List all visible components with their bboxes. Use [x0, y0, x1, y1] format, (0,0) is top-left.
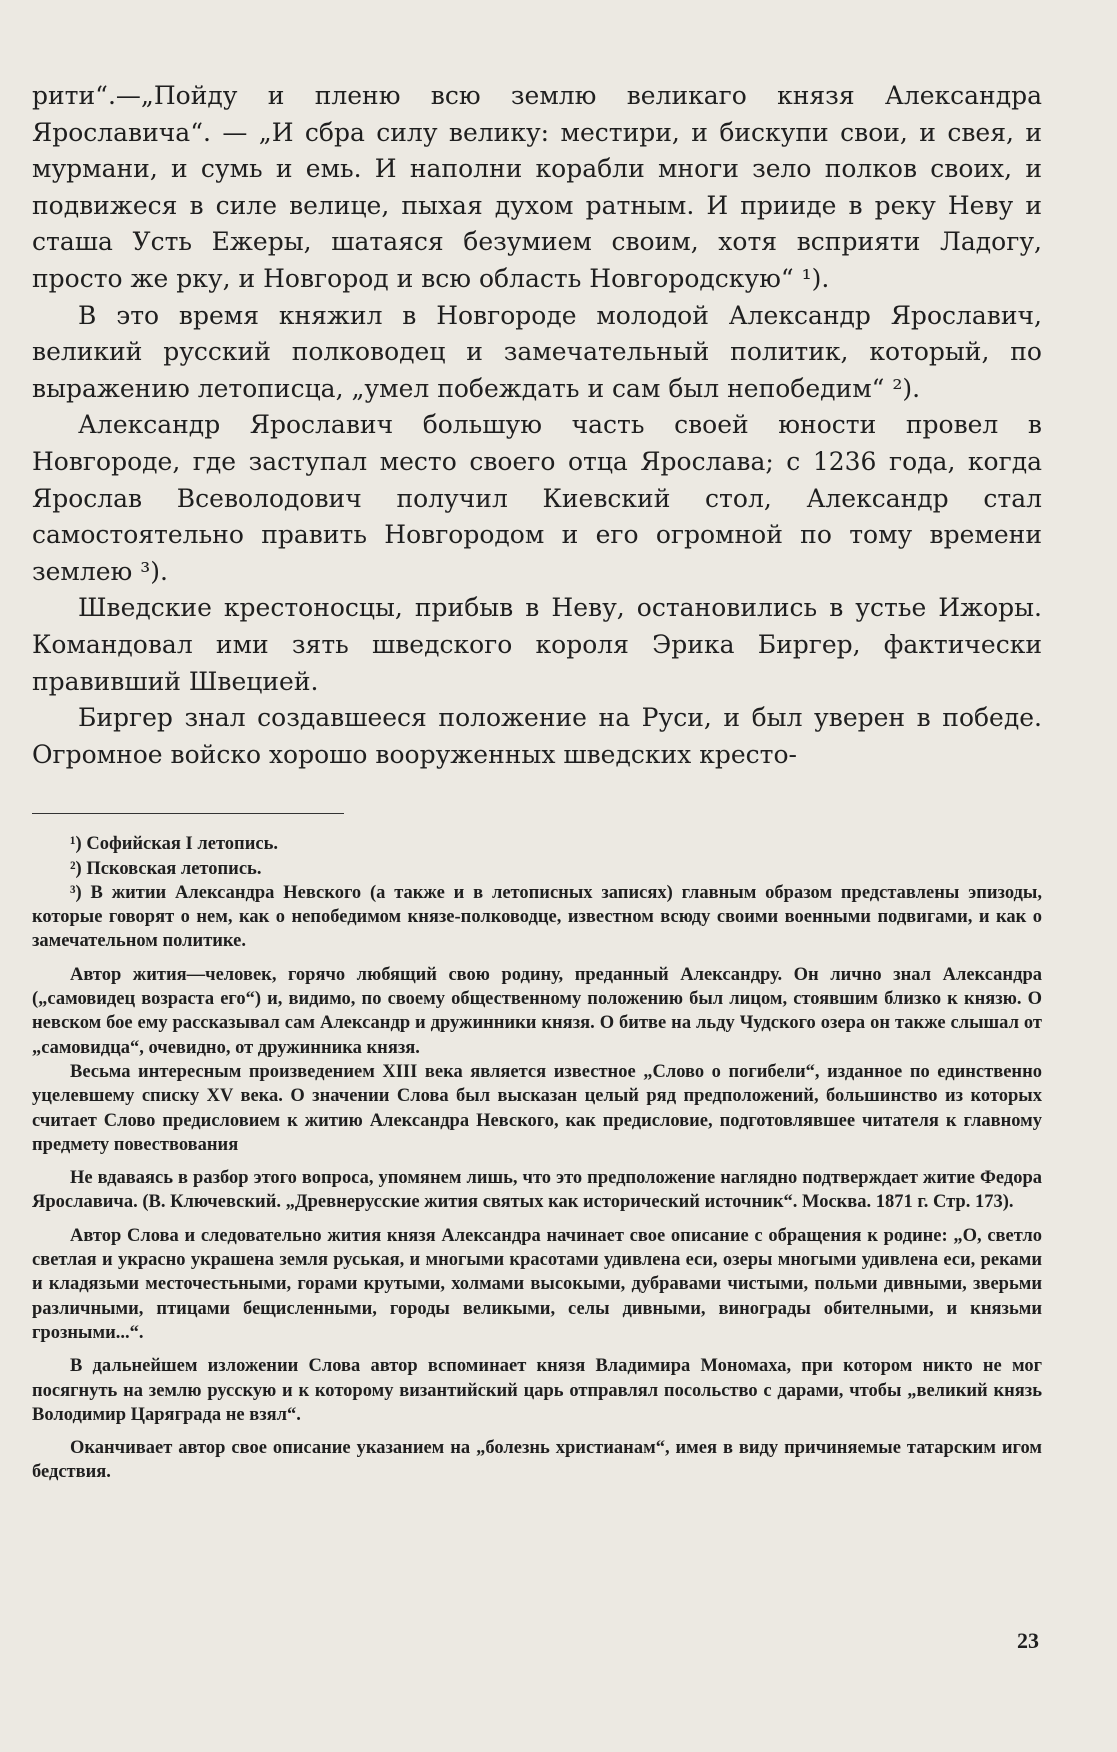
- paragraph-5: Биргер знал создавшееся положение на Руси, и был уверен в победе. Огромное войско хорошо вооруженных шведских кресто-: [32, 703, 1042, 769]
- footnote-3-quote: Автор Слова и следовательно жития князя Александра начинает свое описание с обращения к родине: „О, светло светлая и украсно украшена земля руськая, и многыми красотами удивлена еси, озеры многыми удивлена еси, реками и кладязьми месточестьными, горами крутыми, холмами высокыми, дубравами чистыми, польми дивными, зверьми различными, птицами бещисленными, городы великыми, селы дивными, винограды обителными, и князьми грозными...“.: [32, 1225, 1042, 1343]
- footnote-1: ¹) Софийская I летопись.: [70, 834, 278, 855]
- footnotes: [32, 832, 1042, 1484]
- footnote-2: ²) Псковская летопись.: [70, 858, 262, 879]
- footnote-3-author: Автор жития—человек, горячо любящий свою родину, преданный Александру. Он лично знал Александра („самовидец возраста его“) и, видимо, по своему общественному положению был лицом, стоявшим близко к князю. О невском бое ему рассказывал сам Александр и дружинники князя. О битве на льду Чудского озера он также слышал от „самовидца“, очевидно, от дружинника князя.: [32, 964, 1042, 1058]
- footnote-3: ³) В житии Александра Невского (а также и в летописных записях) главным образом представлены эпизоды, которые говорят о нем, как о непобедимом князе-полководце, известном всюду своими военными подвигами, и как о замечательном политике.: [32, 882, 1042, 952]
- page-number: 23: [1017, 1628, 1039, 1653]
- footnote-3-ending: Оканчивает автор свое описание указанием на „болезнь христианам“, имея в виду причиняемые татарским игом бедствия.: [32, 1438, 1042, 1483]
- paragraph-2: В это время княжил в Новгороде молодой Александр Ярославич, великий русский полководец и замечательный политик, который, по выражению летописца, „умел побеждать и сам был непобедим“ ²).: [32, 300, 1042, 403]
- footnote-3-monomakh: В дальнейшем изложении Слова автор вспоминает князя Владимира Мономаха, при котором никто не мог посягнуть на землю русскую и к которому византийский царь отправлял посольство с дарами, чтобы „великий князь Володимир Царяграда не взял“.: [32, 1356, 1042, 1425]
- paragraph-4: Шведские крестоносцы, прибыв в Неву, остановились в устье Ижоры. Командовал ими зять шведского короля Эрика Биргер, фактически правивший Швецией.: [32, 593, 1042, 696]
- paragraph-1: рити“.—„Пойду и пленю всю землю великаго князя Александра Ярославича“. — „И сбра силу велику: местири, и бискупи свои, и свея, и мурмани, и сумь и емь. И наполни корабли многи зело полков своих, и подвижеся в силе велице, пыхая духом ратным. И прииде в реку Неву и сташа Усть Ежеры, шатаяся безумием своим, хотя всприяти Ладогу, просто же рку, и Новгород и всю область Новгородскую“ ¹).: [32, 81, 1042, 293]
- paragraph-3: Александр Ярославич большую часть своей юности провел в Новгороде, где заступал место своего отца Ярослава; с 1236 года, когда Ярослав Всеволодович получил Киевский стол, Александр стал самостоятельно править Новгородом и его огромной по тому времени землею ³).: [32, 410, 1042, 586]
- footnote-3-question: Не вдаваясь в разбор этого вопроса, упомянем лишь, что это предположение наглядно подтверждает житие Федора Ярославича. (В. Ключевский. „Древнерусские жития святых как исторический источник“. Москва. 1871 г. Стр. 173).: [32, 1168, 1042, 1213]
- main-text: [32, 78, 1042, 773]
- footnote-divider: [32, 813, 344, 814]
- footnote-3-slovo: Весьма интересным произведением XIII века является известное „Слово о погибели“, изданное по единственно уцелевшему списку XV века. О значении Слова был высказан целый ряд предположений, большинство из которых считает Слово предисловием к житию Александра Невского, как предисловие, подготовлявшее читателя к главному предмету повествования: [32, 1061, 1042, 1155]
